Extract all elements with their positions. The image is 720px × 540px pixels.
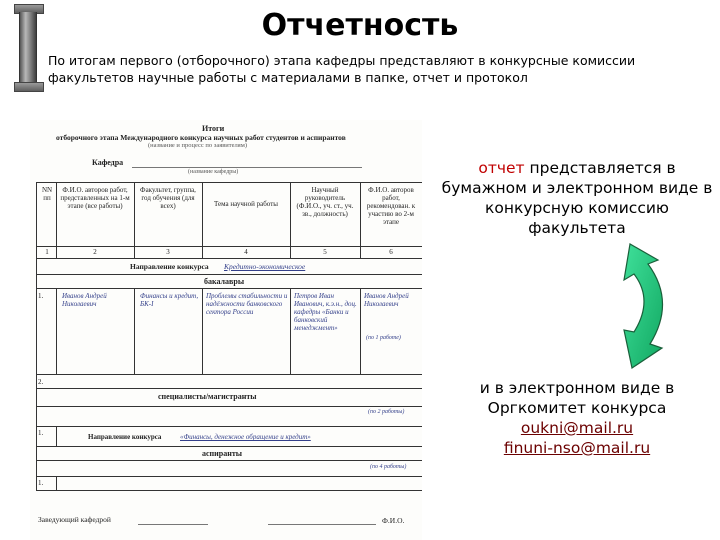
report-form-scan bbox=[30, 120, 422, 540]
section-postgrad: аспиранты bbox=[202, 449, 243, 458]
row-number: 1. bbox=[38, 479, 44, 487]
row-recommended: Иванов Андрей Николаевич bbox=[364, 292, 409, 308]
slide-subtitle: По итогам первого (отборочного) этапа кафедры представляют в конкурсные комиссии факультетов научные работы с материалами в папке, отчет и протокол bbox=[48, 53, 636, 85]
kafedra-label: Кафедра bbox=[92, 158, 124, 167]
column-number: 3 bbox=[166, 248, 170, 256]
form-heading: Итоги bbox=[202, 124, 225, 133]
section-bachelors: бакалавры bbox=[204, 277, 245, 286]
row-number: 2. bbox=[38, 378, 44, 386]
form-heading-contest: отборочного этапа Международного конкурса научных работ студентов и аспирантов bbox=[56, 133, 346, 142]
report-submission-text: представляется в бумажном и электронном виде в конкурсную комиссию факультета bbox=[441, 159, 713, 237]
column-header: Ф.И.О. авторов работ, рекомендован. к участию во 2-м этапе bbox=[366, 186, 416, 226]
column-header: Научный руководитель (Ф.И.О., уч. ст., уч. зв., должность) bbox=[296, 186, 354, 218]
column-header: Тема научной работы bbox=[214, 200, 278, 208]
row-author: Иванов Андрей Николаевич bbox=[62, 292, 107, 308]
column-number: 2 bbox=[93, 248, 97, 256]
signature-label: Заведующий кафедрой bbox=[38, 515, 111, 524]
email-link-oukni[interactable]: oukni@mail.ru bbox=[520, 419, 634, 437]
row-number: 1. bbox=[38, 292, 44, 300]
signature-fio: Ф.И.О. bbox=[382, 516, 405, 525]
row-advisor: Петров Иван Иванович, к.э.н., доц. кафедры «Банки и банковский менеджмент» bbox=[294, 292, 357, 332]
column-header: Ф.И.О. авторов работ, представленных на 1-м этапе (все работы) bbox=[60, 186, 130, 210]
electronic-submission-note bbox=[440, 378, 714, 458]
kafedra-hint: (название кафедры) bbox=[188, 169, 239, 175]
slide-title: Отчетность bbox=[261, 8, 459, 43]
column-header: NN пп bbox=[41, 186, 53, 202]
direction2-value: «Финансы, денежное обращение и кредит» bbox=[180, 433, 311, 441]
row-faculty: Финансы и кредит, БК-I bbox=[140, 292, 199, 308]
email-link-finuni[interactable]: finuni-nso@mail.ru bbox=[503, 439, 651, 457]
direction-value: Кредитно-экономическое bbox=[224, 262, 306, 271]
masters-note: (по 2 работы) bbox=[368, 409, 405, 415]
section-masters: специалисты/магистранты bbox=[158, 392, 257, 401]
row-note: (по 1 работе) bbox=[366, 335, 401, 341]
column-number: 5 bbox=[323, 248, 327, 256]
row-number: 1. bbox=[38, 429, 44, 437]
report-word: отчет bbox=[478, 159, 525, 177]
column-number: 6 bbox=[389, 248, 393, 256]
direction2-label: Направление конкурса bbox=[88, 433, 162, 441]
electronic-submission-text: и в электронном виде в Оргкомитет конкурса bbox=[479, 379, 675, 417]
report-submission-note bbox=[440, 158, 714, 238]
postgrad-note: (по 4 работы) bbox=[370, 464, 407, 470]
column-number: 1 bbox=[45, 248, 49, 256]
row-topic: Проблемы стабильности и надёжности банковского сектора России bbox=[206, 292, 288, 316]
curved-double-arrow-icon bbox=[620, 240, 720, 380]
form-heading-note: (название и процесс по заявителям) bbox=[148, 142, 248, 149]
column-number: 4 bbox=[244, 248, 248, 256]
column-header: Факультет, группа, год обучения (для всех) bbox=[140, 186, 196, 210]
direction-label: Направление конкурса bbox=[130, 262, 209, 271]
